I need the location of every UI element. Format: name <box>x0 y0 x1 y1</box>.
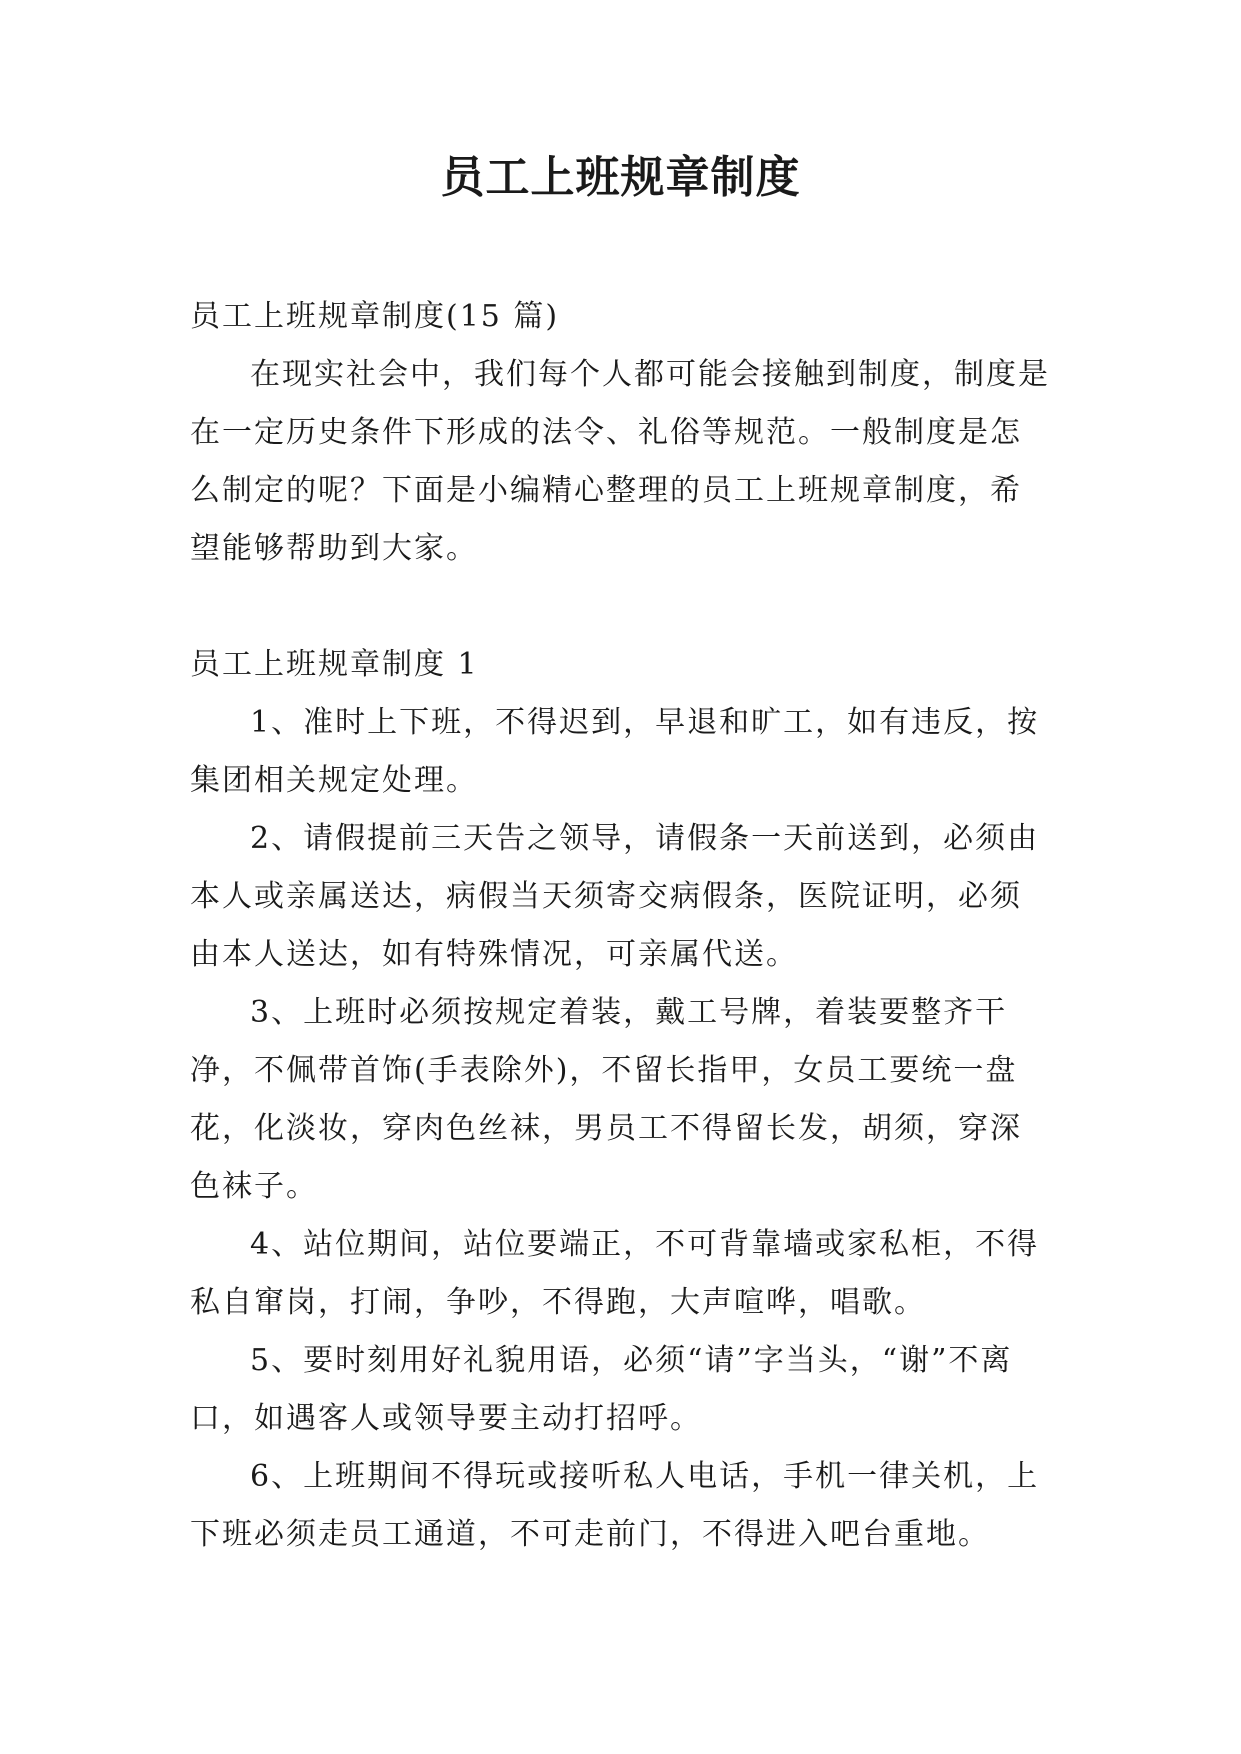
rule-item-2: 2、请假提前三天告之领导，请假条一天前送到，必须由本人或亲属送达，病假当天须寄交病假条，医院证明，必须由本人送达，如有特殊情况，可亲属代送。 <box>190 821 1040 972</box>
rule-item-1: 1、准时上下班，不得迟到，早退和旷工，如有违反，按集团相关规定处理。 <box>190 705 1040 798</box>
rule-item-3: 3、上班时必须按规定着装，戴工号牌，着装要整齐干净，不佩带首饰(手表除外)，不留长指甲，女员工要统一盘花，化淡妆，穿肉色丝袜，男员工不得留长发，胡须，穿深色袜子。 <box>190 995 1022 1204</box>
rule-item-6: 6、上班期间不得玩或接听私人电话，手机一律关机，上下班必须走员工通道，不可走前门，不得进入吧台重地。 <box>190 1459 1040 1552</box>
document-body <box>190 288 1050 1564</box>
document-subtitle: 员工上班规章制度(15 篇) <box>190 299 560 334</box>
document-title: 员工上班规章制度 <box>440 152 801 203</box>
section-heading: 员工上班规章制度 1 <box>190 647 479 682</box>
rule-item-4: 4、站位期间，站位要端正，不可背靠墙或家私柜，不得私自窜岗，打闹，争吵，不得跑，大声喧哗，唱歌。 <box>190 1227 1040 1320</box>
intro-paragraph: 在现实社会中，我们每个人都可能会接触到制度，制度是在一定历史条件下形成的法令、礼俗等规范。一般制度是怎么制定的呢？下面是小编精心整理的员工上班规章制度，希望能够帮助到大家。 <box>190 357 1050 566</box>
rule-item-5: 5、要时刻用好礼貌用语，必须“请”字当头，“谢”不离口，如遇客人或领导要主动打招呼。 <box>190 1343 1013 1436</box>
section-gap <box>190 578 1050 636</box>
